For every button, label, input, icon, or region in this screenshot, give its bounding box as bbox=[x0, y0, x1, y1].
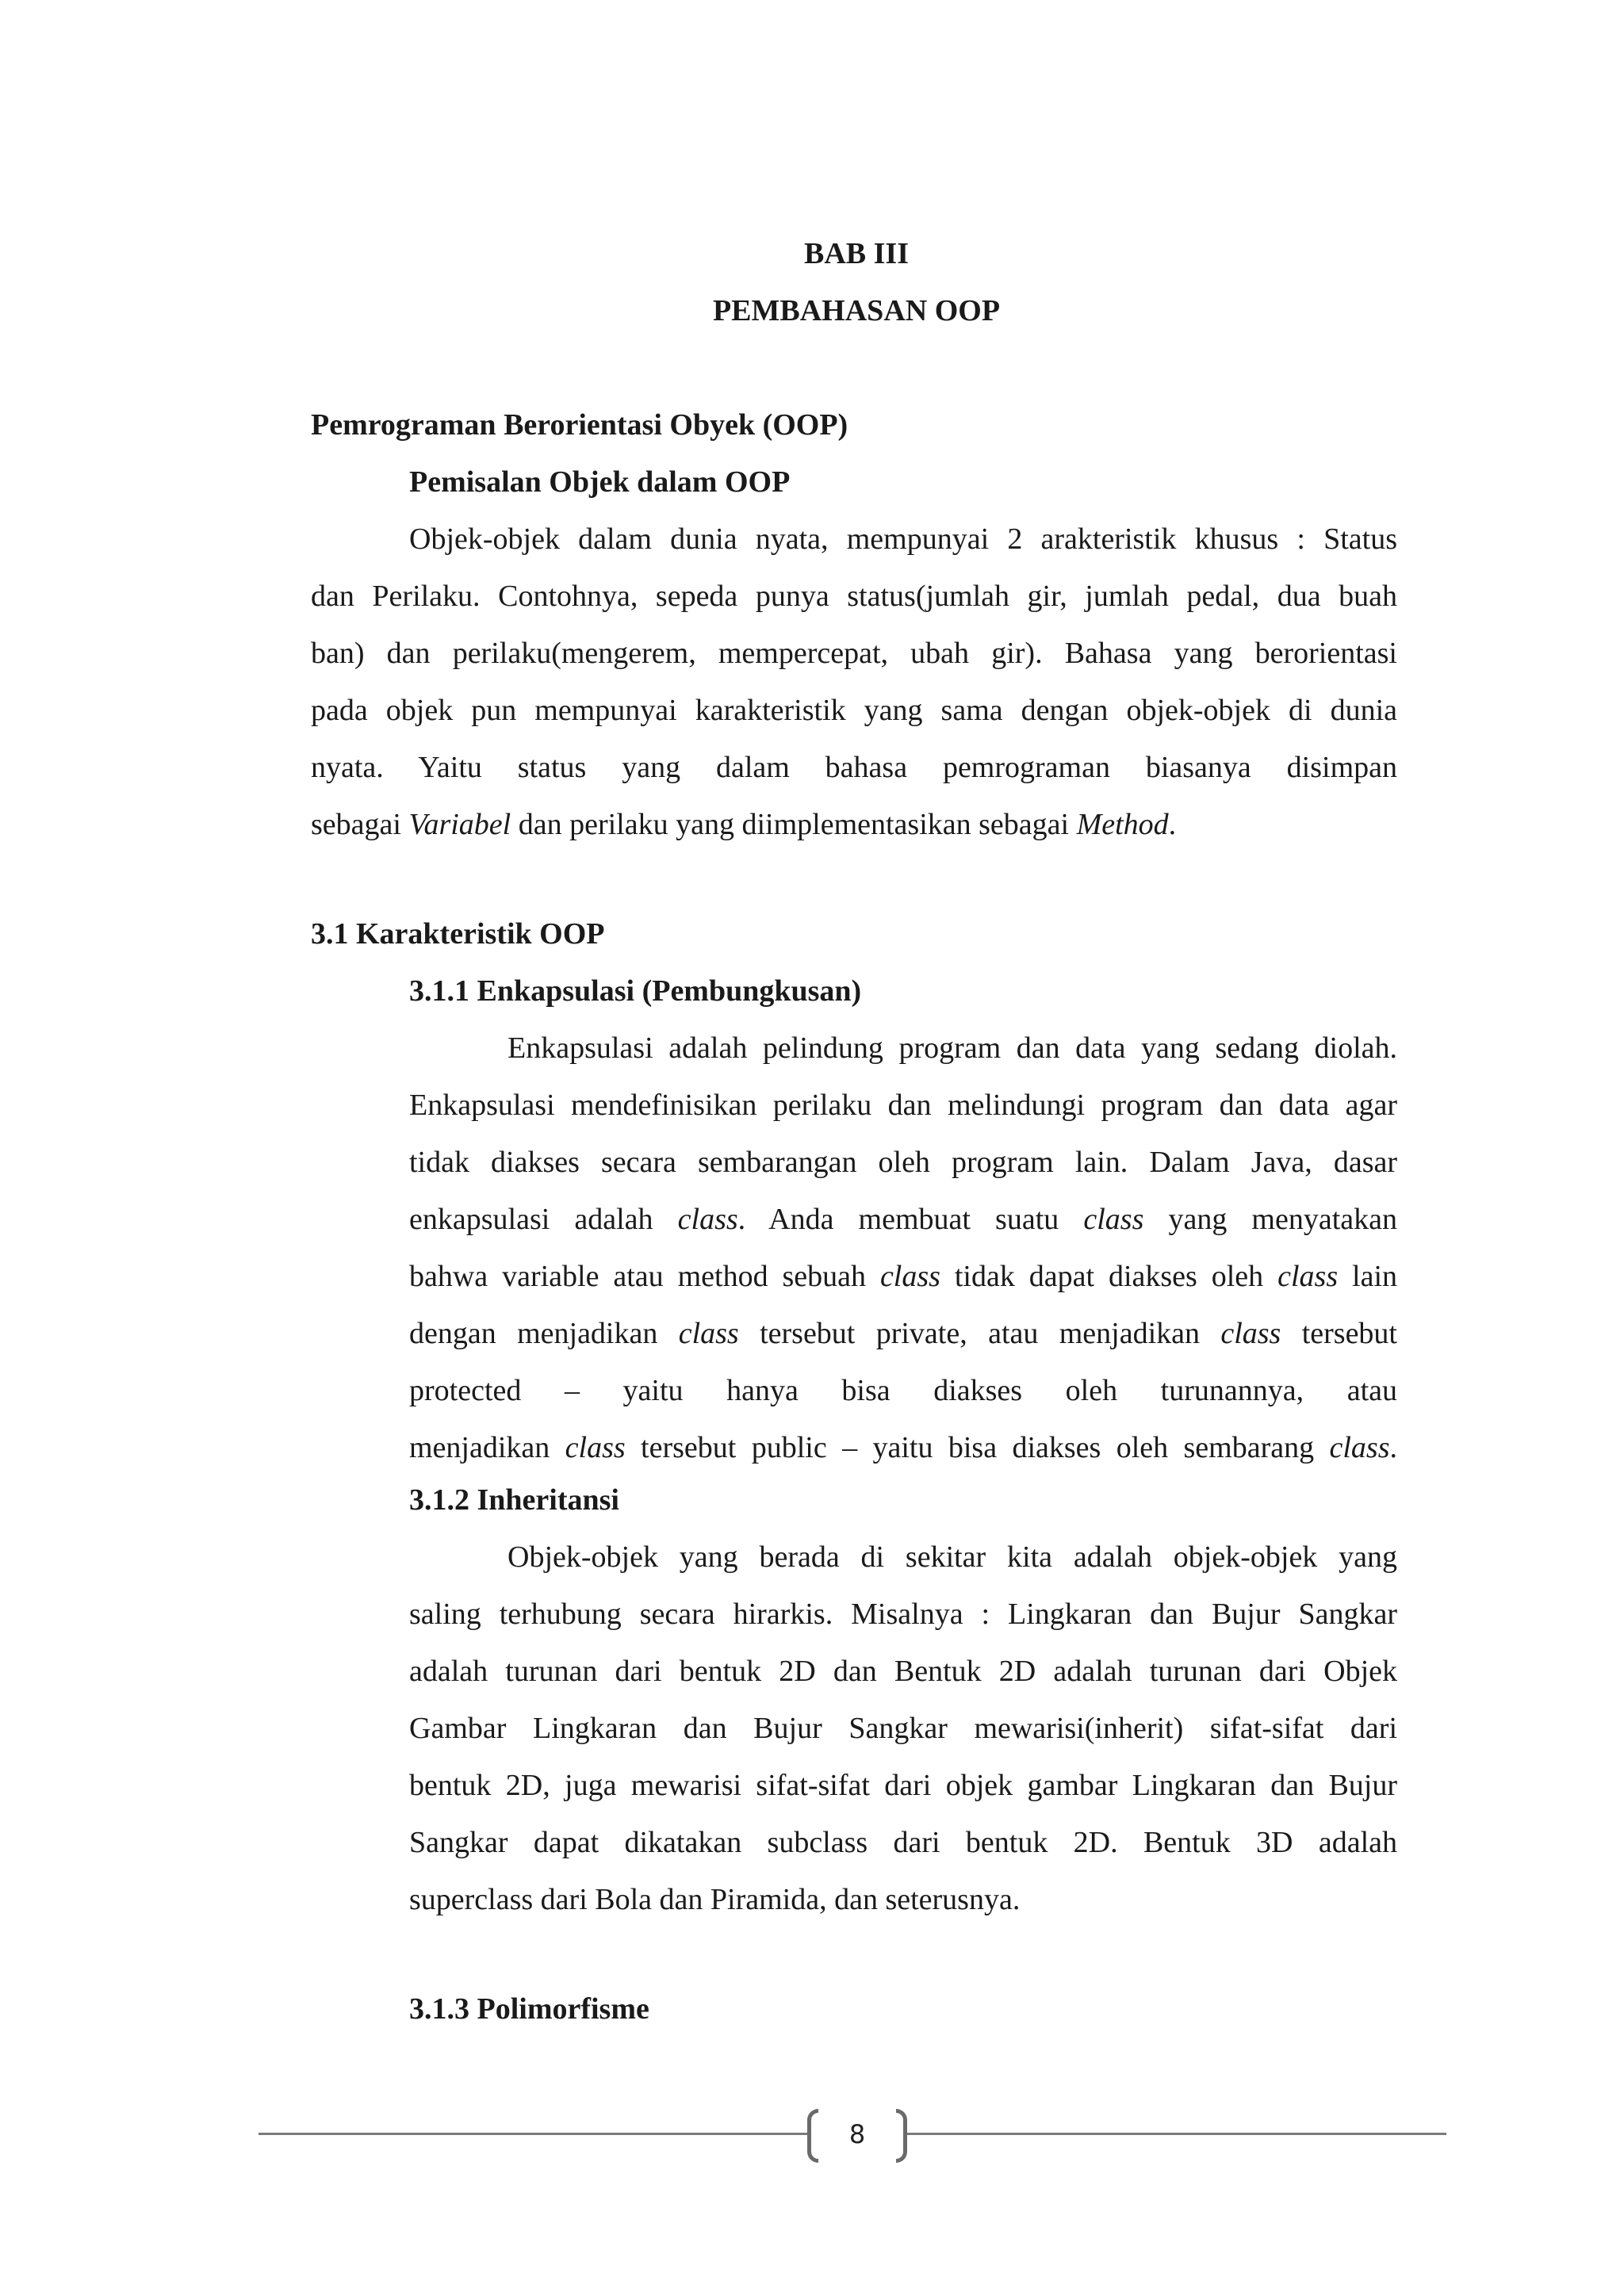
paragraph-line: dan Perilaku. Contohnya, sepeda punya status(jumlah gir, jumlah pedal, dua buah bbox=[311, 580, 1397, 613]
text-run: yang menyatakan bbox=[1143, 1203, 1397, 1236]
paragraph-line: ban) dan perilaku(mengerem, mempercepat, ubah gir). Bahasa yang berorientasi bbox=[311, 637, 1397, 670]
italic-term-class: class bbox=[1277, 1260, 1339, 1293]
paragraph-line: tidak diakses secara sembarangan oleh program lain. Dalam Java, dasar bbox=[409, 1146, 1397, 1179]
italic-term-class: class bbox=[879, 1260, 940, 1293]
section-heading-oop: Pemrograman Berorientasi Obyek (OOP) bbox=[311, 408, 848, 442]
text-run: tersebut bbox=[1281, 1317, 1397, 1350]
italic-term-class: class bbox=[1329, 1431, 1390, 1464]
subsection-heading-3-1-1: 3.1.1 Enkapsulasi (Pembungkusan) bbox=[409, 974, 862, 1008]
text-run: sebagai bbox=[311, 808, 409, 841]
text-run: lain bbox=[1338, 1260, 1398, 1293]
paragraph-line: Enkapsulasi mendefinisikan perilaku dan melindungi program dan data agar bbox=[409, 1089, 1397, 1122]
paragraph-enkapsulasi bbox=[409, 1020, 1397, 1476]
footer-rule-left bbox=[259, 2133, 807, 2135]
italic-term-method: Method bbox=[1076, 808, 1169, 841]
paragraph-line bbox=[409, 1419, 1397, 1476]
paragraph-line: pada objek pun mempunyai karakteristik yang sama dengan objek-objek di dunia bbox=[311, 694, 1397, 727]
text-run: bahwa variable atau method sebuah bbox=[409, 1260, 880, 1293]
text-run: dan perilaku yang diimplementasikan sebagai bbox=[511, 808, 1077, 841]
paragraph-line: saling terhubung secara hirarkis. Misalnya : Lingkaran dan Bujur Sangkar bbox=[409, 1598, 1397, 1631]
paragraph-line bbox=[409, 1248, 1397, 1305]
italic-term-class: class bbox=[1083, 1203, 1144, 1236]
paragraph-line: adalah turunan dari bentuk 2D dan Bentuk 2D adalah turunan dari Objek bbox=[409, 1655, 1397, 1688]
page-number-frame bbox=[807, 2109, 907, 2166]
paragraph-line: protected – yaitu hanya bisa diakses oleh turunannya, atau bbox=[409, 1374, 1397, 1407]
text-run: . Anda membuat suatu bbox=[737, 1203, 1084, 1236]
footer-rule-right bbox=[907, 2133, 1446, 2135]
paragraph-line: Gambar Lingkaran dan Bujur Sangkar mewarisi(inherit) sifat-sifat dari bbox=[409, 1712, 1397, 1745]
italic-term-class: class bbox=[565, 1431, 626, 1464]
chapter-title: PEMBAHASAN OOP bbox=[712, 294, 1001, 327]
paragraph-line: bentuk 2D, juga mewarisi sifat-sifat dari objek gambar Lingkaran dan Bujur bbox=[409, 1769, 1397, 1802]
paragraph-line bbox=[311, 796, 1397, 853]
text-run: menjadikan bbox=[409, 1431, 565, 1464]
paragraph-line: Objek-objek yang berada di sekitar kita adalah objek-objek yang bbox=[508, 1540, 1397, 1574]
subsection-heading-pemisalan: Pemisalan Objek dalam OOP bbox=[409, 465, 791, 499]
paragraph-line: nyata. Yaitu status yang dalam bahasa pemrograman biasanya disimpan bbox=[311, 751, 1397, 784]
italic-term-class: class bbox=[677, 1203, 738, 1236]
italic-term-variabel: Variabel bbox=[408, 808, 511, 841]
italic-term-class: class bbox=[678, 1317, 739, 1350]
section-heading-3-1: 3.1 Karakteristik OOP bbox=[311, 917, 605, 951]
paragraph-line: superclass dari Bola dan Piramida, dan seterusnya. bbox=[409, 1883, 1021, 1916]
chapter-number: BAB III bbox=[804, 237, 909, 270]
paragraph-line: Objek-objek dalam dunia nyata, mempunyai 2 arakteristik khusus : Status bbox=[409, 522, 1397, 556]
paragraph-inheritansi bbox=[409, 1529, 1397, 1928]
paragraph-line: Enkapsulasi adalah pelindung program dan data yang sedang diolah. bbox=[508, 1031, 1397, 1065]
paragraph-pemisalan bbox=[311, 511, 1397, 853]
page-number: 8 bbox=[848, 2119, 866, 2149]
italic-term-class: class bbox=[1220, 1317, 1281, 1350]
paragraph-line bbox=[409, 1191, 1397, 1248]
text-run: enkapsulasi adalah bbox=[409, 1203, 678, 1236]
text-run: tersebut public – yaitu bisa diakses oleh sembarang bbox=[625, 1431, 1330, 1464]
paragraph-line: Sangkar dapat dikatakan subclass dari bentuk 2D. Bentuk 3D adalah bbox=[409, 1826, 1397, 1859]
text-run: . bbox=[1389, 1431, 1397, 1464]
text-run: tidak dapat diakses oleh bbox=[940, 1260, 1278, 1293]
paragraph-line bbox=[409, 1305, 1397, 1362]
subsection-heading-3-1-3: 3.1.3 Polimorfisme bbox=[409, 1992, 649, 2026]
subsection-heading-3-1-2: 3.1.2 Inheritansi bbox=[409, 1483, 619, 1517]
text-run: . bbox=[1168, 808, 1177, 841]
text-run: tersebut private, atau menjadikan bbox=[738, 1317, 1221, 1350]
text-run: dengan menjadikan bbox=[409, 1317, 679, 1350]
